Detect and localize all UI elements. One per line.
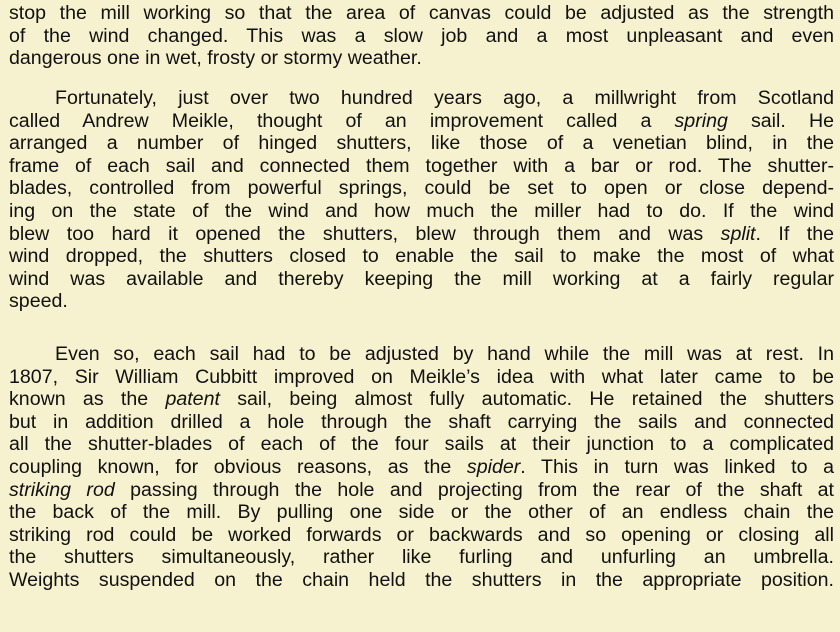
text-line: the shutters simultaneously, rather like furling and unfurling an umbrella. [9,546,834,569]
text-line: striking rod passing through the hole and projecting from the rear of the shaft at [9,478,835,501]
italic-term-patent: patent [165,388,220,411]
text-line: stop the mill working so that the area of canvas could be adjusted as the strength [9,2,834,24]
text-line: Fortunately, just over two hundred years ago, a millwright from Scotland [55,87,834,109]
italic-term-spider: spider [466,455,521,478]
text-line: the back of the mill. By pulling one side or the other of an endless chain the [9,501,834,524]
paragraph-1 [9,2,834,70]
text-line: striking rod could be worked forwards or backwards and so opening or closing all [9,523,834,546]
text-line: frame of each sail and connected them together with a bar or rod. The shutter- [9,154,834,177]
text-line: blew too hard it opened the shutters, blew through them and was split. If the [9,222,834,245]
italic-term-split: split [720,222,756,245]
text-line: wind dropped, the shutters closed to enable the sail to make the most of what [9,245,834,268]
italic-term-striking-rod: striking rod [9,478,115,501]
text-line: wind was available and thereby keeping the mill working at a fairly regular [9,267,834,290]
text-line: speed. [9,290,68,313]
text-line: ing on the state of the wind and how much the miller had to do. If the wind [9,199,834,222]
text-line: but in addition drilled a hole through the shaft carrying the sails and connected [9,410,834,433]
italic-term-spring: spring [674,109,728,132]
text-line: called Andrew Meikle, thought of an improvement called a spring sail. He [9,109,834,132]
text-line: Weights suspended on the chain held the shutters in the appropriate position. [9,568,834,591]
text-line: Even so, each sail had to be adjusted by hand while the mill was at rest. In [55,343,834,365]
text-line: coupling known, for obvious reasons, as the spider. This in turn was linked to a [9,455,834,478]
text-line: dangerous one in wet, frosty or stormy weather. [9,47,422,70]
paragraph-3 [9,343,834,592]
text-line: arranged a number of hinged shutters, like those of a venetian blind, in the [9,132,834,155]
text-line: 1807, Sir William Cubbitt improved on Meikle’s idea with what later came to be [9,365,834,388]
text-line: known as the patent sail, being almost fully automatic. He retained the shutters [9,388,835,411]
text-line: blades, controlled from powerful springs, could be set to open or close depend- [9,177,834,200]
text-line: of the wind changed. This was a slow job and a most unpleasant and even [9,24,834,47]
text-line: all the shutter-blades of each of the four sails at their junction to a complicated [9,433,834,456]
paragraph-2 [9,87,834,313]
